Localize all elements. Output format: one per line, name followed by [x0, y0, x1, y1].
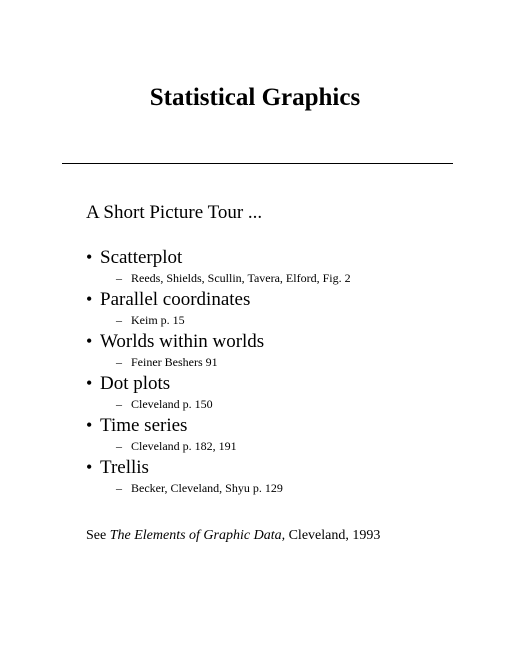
title-divider — [62, 163, 453, 164]
citation-prefix: See — [86, 528, 110, 543]
list-item — [86, 455, 476, 497]
topic-label: Trellis — [100, 457, 149, 478]
list-item — [86, 413, 476, 455]
list-item — [86, 329, 476, 371]
bullet-icon: • — [86, 247, 93, 267]
list-item-main — [86, 329, 476, 353]
list-item-reference — [116, 311, 476, 329]
dash-icon: – — [116, 271, 122, 285]
bullet-icon: • — [86, 289, 93, 309]
list-item — [86, 287, 476, 329]
list-item-main — [86, 245, 476, 269]
list-item-reference — [116, 395, 476, 413]
list-item-reference — [116, 353, 476, 371]
list-item-main — [86, 371, 476, 395]
topic-label: Worlds within worlds — [100, 331, 265, 352]
topic-label: Dot plots — [100, 373, 171, 394]
topic-label: Scatterplot — [100, 247, 183, 268]
list-item-main — [86, 413, 476, 437]
list-item-main — [86, 455, 476, 479]
page-title: Statistical Graphics — [149, 84, 361, 111]
reference-text: Cleveland p. 150 — [131, 397, 213, 411]
reference-text: Feiner Beshers 91 — [131, 355, 218, 369]
dash-icon: – — [116, 439, 122, 453]
citation-book-title: The Elements of Graphic Data, — [109, 528, 286, 543]
list-item — [86, 371, 476, 413]
dash-icon: – — [116, 481, 122, 495]
bullet-icon: • — [86, 457, 93, 477]
dash-icon: – — [116, 355, 122, 369]
bullet-icon: • — [86, 415, 93, 435]
bullet-icon: • — [86, 373, 93, 393]
list-item-main — [86, 287, 476, 311]
section-subtitle: A Short Picture Tour ... — [86, 202, 263, 223]
dash-icon: – — [116, 313, 122, 327]
reference-text: Cleveland p. 182, 191 — [131, 439, 237, 453]
dash-icon: – — [116, 397, 122, 411]
list-item-reference — [116, 269, 476, 287]
list-item — [86, 245, 476, 287]
list-item-reference — [116, 479, 476, 497]
citation-footer — [86, 527, 380, 545]
reference-text: Becker, Cleveland, Shyu p. 129 — [131, 481, 283, 495]
reference-text: Reeds, Shields, Scullin, Tavera, Elford, Fig. 2 — [131, 271, 351, 285]
topic-list — [86, 245, 476, 497]
bullet-icon: • — [86, 331, 93, 351]
topic-label: Time series — [100, 415, 188, 436]
topic-label: Parallel coordinates — [100, 289, 251, 310]
reference-text: Keim p. 15 — [131, 313, 185, 327]
list-item-reference — [116, 437, 476, 455]
citation-suffix: Cleveland, 1993 — [285, 528, 381, 543]
